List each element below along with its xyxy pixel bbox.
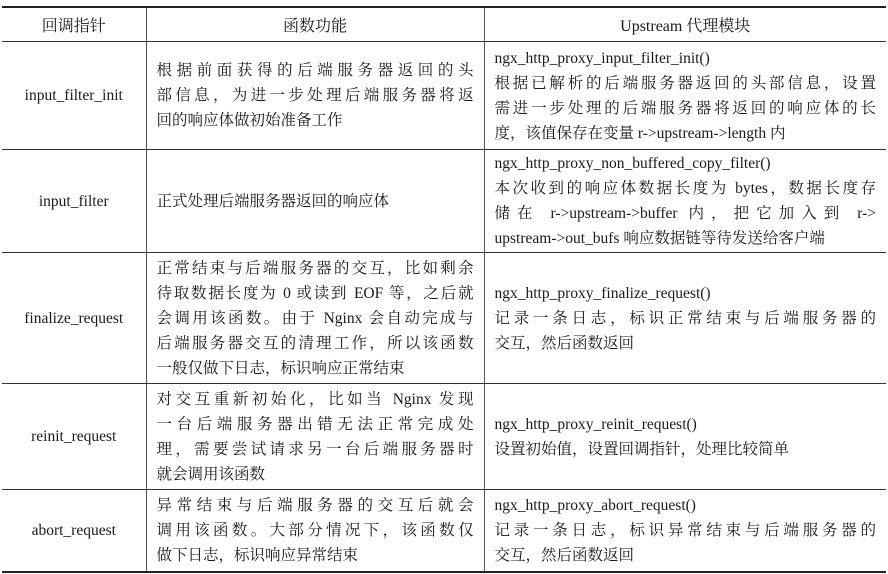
proxy-module-description xyxy=(484,384,886,490)
text-line: 交互，然后函数返回 xyxy=(494,547,635,564)
callback-name: input_filter_init xyxy=(2,42,146,150)
text-line: 正式处理后端服务器返回的响应体 xyxy=(156,192,390,210)
text-line: 部信息，为进一步处理后端服务器将返 xyxy=(156,87,474,104)
table-row xyxy=(2,42,886,150)
callback-name: finalize_request xyxy=(2,253,146,384)
text-line: 本次收到的响应体数据长度为 bytes，数据长度存 xyxy=(494,180,876,197)
text-line: 回的响应体做初始准备工作 xyxy=(156,112,343,129)
callback-name: input_filter xyxy=(2,150,146,253)
table-row xyxy=(2,150,886,253)
table-row xyxy=(2,384,886,490)
text-line: 储在 r->upstream->buffer 内，把它加入到 r-> xyxy=(494,205,876,222)
header-function: 函数功能 xyxy=(146,7,484,42)
text-line: 一台后端服务器出错无法正常完成处 xyxy=(156,415,474,433)
text-line: upstream->out_bufs 响应数据链等待发送给客户端 xyxy=(494,230,825,247)
table-row xyxy=(2,490,886,573)
function-description xyxy=(146,384,484,490)
proxy-function-name: ngx_http_proxy_reinit_request() xyxy=(494,415,697,433)
text-line: 设置初始值，设置回调指针，处理比较简单 xyxy=(494,440,790,458)
header-row xyxy=(2,7,886,42)
function-description xyxy=(146,42,484,150)
text-line: 会调用该函数。由于 Nginx 会自动完成与 xyxy=(156,309,474,327)
text-line: 一般仅做下日志，标识响应正常结束 xyxy=(156,359,405,377)
text-line: 调用该函数。大部分情况下，该函数仅 xyxy=(156,522,474,539)
upstream-callback-table xyxy=(2,6,886,573)
text-line: 理，需要尝试请求另一台后端服务器时 xyxy=(156,440,474,458)
text-line: 正常结束与后端服务器的交互，比如剩余 xyxy=(156,259,474,277)
table-row xyxy=(2,253,886,384)
text-line: 记录一条日志，标识异常结束与后端服务器的 xyxy=(494,522,876,539)
proxy-module-description xyxy=(484,490,886,573)
text-line: 需进一步处理的后端服务器将返回的响应体的长 xyxy=(494,99,876,117)
text-line: 记录一条日志，标识正常结束与后端服务器的 xyxy=(494,309,876,327)
callback-name: abort_request xyxy=(2,490,146,573)
text-line: 交互，然后函数返回 xyxy=(494,334,635,352)
text-line: 根据已解析的后端服务器返回的头部信息，设置 xyxy=(494,74,876,92)
proxy-function-name: ngx_http_proxy_finalize_request() xyxy=(494,284,711,302)
text-line: 待取数据长度为 0 或读到 EOF 等，之后就 xyxy=(156,284,474,302)
function-description xyxy=(146,253,484,384)
text-line: 做下日志，标识响应异常结束 xyxy=(156,547,359,564)
text-line: 对交互重新初始化，比如当 Nginx 发现 xyxy=(156,390,474,408)
proxy-module-description xyxy=(484,42,886,150)
callback-name: reinit_request xyxy=(2,384,146,490)
text-line: 异常结束与后端服务器的交互后就会 xyxy=(156,497,474,514)
proxy-module-description xyxy=(484,150,886,253)
text-line: 根据前面获得的后端服务器返回的头 xyxy=(156,62,474,79)
proxy-module-description xyxy=(484,253,886,384)
function-description xyxy=(146,490,484,573)
proxy-function-name: ngx_http_proxy_input_filter_init() xyxy=(494,49,710,67)
proxy-function-name: ngx_http_proxy_abort_request() xyxy=(494,497,696,514)
function-description xyxy=(146,150,484,253)
header-proxy-module: Upstream 代理模块 xyxy=(484,7,886,42)
proxy-function-name: ngx_http_proxy_non_buffered_copy_filter() xyxy=(494,155,771,172)
text-line: 度，该值保存在变量 r->upstream->length 内 xyxy=(494,124,786,142)
header-callback: 回调指针 xyxy=(2,7,146,42)
text-line: 就会调用该函数 xyxy=(156,465,266,483)
text-line: 后端服务器交互的清理工作，所以该函数 xyxy=(156,334,474,352)
